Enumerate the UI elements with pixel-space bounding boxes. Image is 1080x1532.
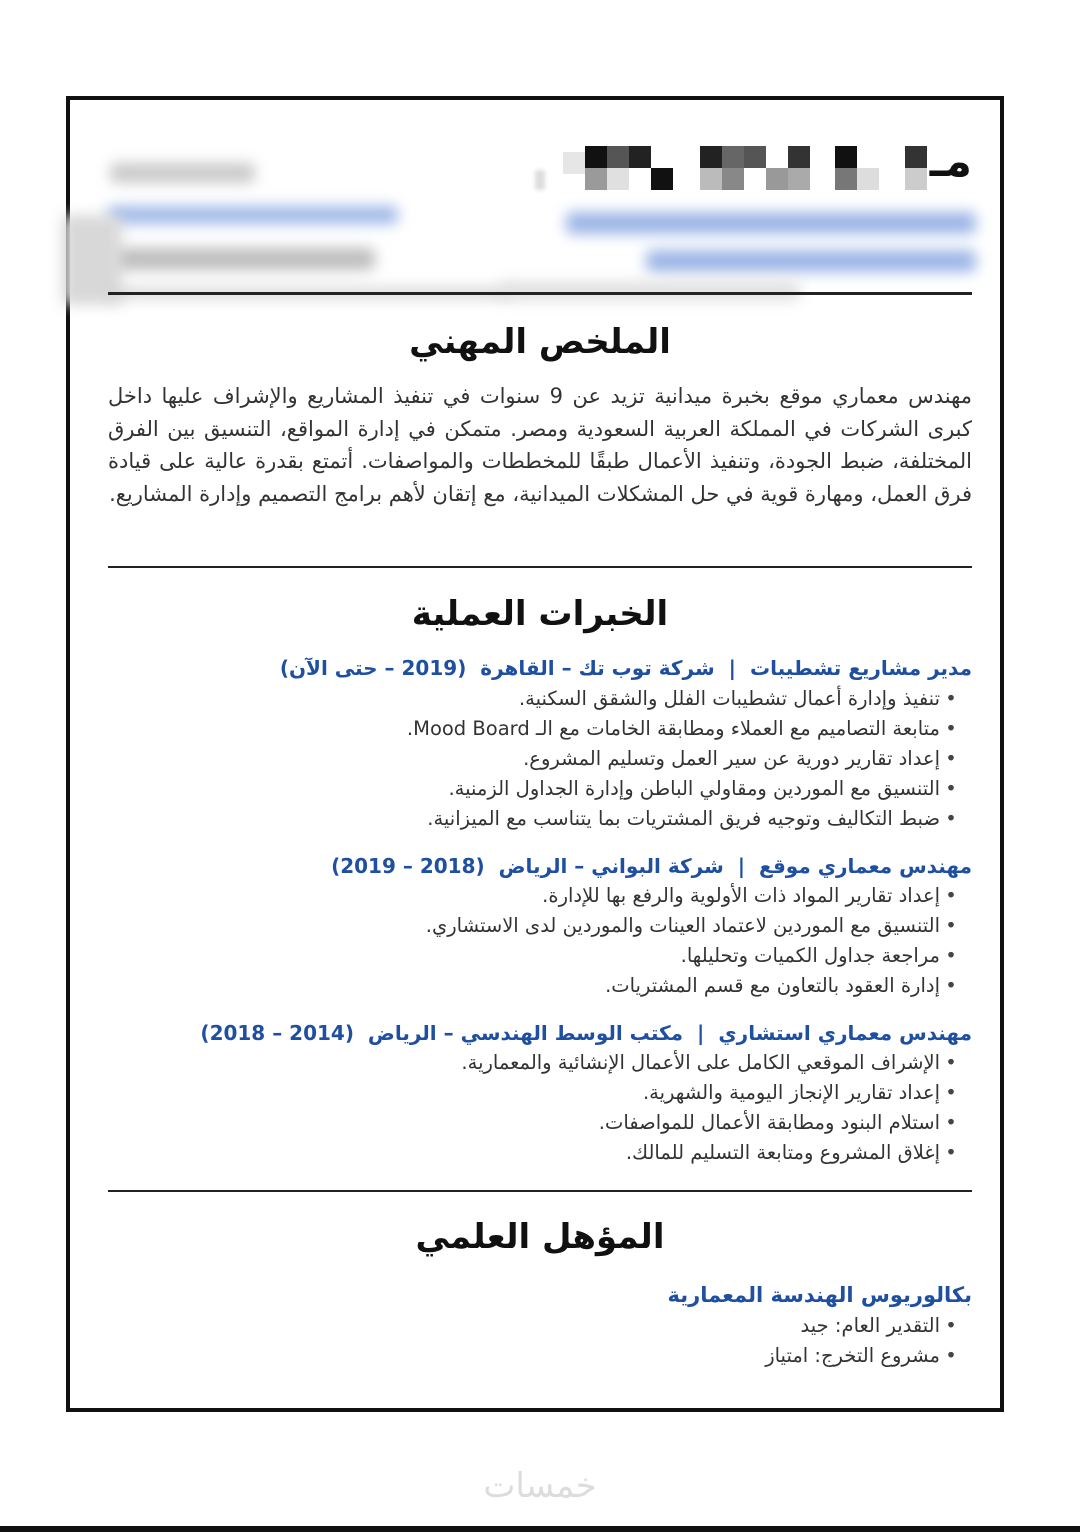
job-2-bullets [122,881,962,1001]
job-3-company: مكتب الوسط الهندسي – الرياض [367,1021,684,1045]
degree-title: بكالوريوس الهندسة المعمارية [667,1283,972,1307]
blurred-job-title-line2 [646,250,976,272]
list-item: •إعداد تقارير دورية عن سير العمل وتسليم المشروع. [523,747,957,770]
pixelated-name [535,140,975,195]
job-1-period: (2019 – حتى الآن) [279,656,467,680]
education-title: المؤهل العلمي [415,1217,665,1257]
job-2-period: (2018 – 2019) [331,854,485,878]
job-1-header [108,656,972,680]
job-2-role: مهندس معماري موقع [759,854,972,878]
name-visible-part: مـ [929,136,972,187]
job-3-period: (2014 – 2018) [200,1021,354,1045]
job-1-role: مدير مشاريع تشطيبات [749,656,972,680]
blurred-job-title [566,212,976,234]
list-item: •استلام البنود ومطابقة الأعمال للمواصفات. [598,1111,957,1134]
job-1-company: شركة توب تك – القاهرة [480,656,715,680]
list-item: •ضبط التكاليف وتوجيه فريق المشتريات بما يتناسب مع الميزانية. [427,807,957,830]
header-divider [108,292,972,295]
summary-text: مهندس معماري موقع بخبرة ميدانية تزيد عن 9 سنوات في تنفيذ المشاريع والإشراف عليها داخل كبرى الشركات في المملكة العربية السعودية ومصر. متمكن في إدارة المواقع، التنسيق بين الفرق المختلفة، ضبط الجودة، وتنفيذ الأعمال طبقًا للمخططات والمواصفات. أتمتع بقدرة عالية على قيادة فرق العمل، ومهارة قوية في حل المشكلات الميدانية، مع إتقان لأهم برامج التصميم وإدارة المشاريع. [108,384,972,506]
summary-divider [108,566,972,568]
job-3-header [108,1021,972,1045]
list-item: •إغلاق المشروع ومتابعة التسليم للمالك. [625,1141,957,1164]
job-2-header [108,854,972,878]
blurred-phone [110,163,255,183]
job-2-company: شركة البواني – الرياض [498,854,724,878]
list-item: •إعداد تقارير المواد ذات الأولوية والرفع بها للإدارة. [542,884,957,907]
job-3-bullets [122,1048,962,1168]
list-item: •إدارة العقود بالتعاون مع قسم المشتريات. [605,974,957,997]
list-item: •التنسيق مع الموردين لاعتماد العينات والموردين لدى الاستشاري. [425,914,957,937]
job-3-role: مهندس معماري استشاري [718,1021,972,1045]
list-item: •تنفيذ وإدارة أعمال تشطيبات الفلل والشقق السكنية. [518,687,957,710]
watermark-logo: خمسات [483,1466,597,1506]
list-item: •مراجعة جداول الكميات وتحليلها. [680,944,957,967]
list-item: •التقدير العام: جيد [800,1314,957,1337]
blurred-email [108,206,398,224]
blurred-location [110,248,375,270]
list-item: •متابعة التصاميم مع العملاء ومطابقة الخامات مع الـ Mood Board. [406,717,957,740]
summary-title: الملخص المهني [409,322,671,362]
education-bullets [122,1311,962,1371]
job-3-separator: | [697,1021,705,1045]
list-item: •مشروع التخرج: امتياز [765,1344,957,1367]
list-item: •إعداد تقارير الإنجاز اليومية والشهرية. [642,1081,957,1104]
list-item: •التنسيق مع الموردين ومقاولي الباطن وإدارة الجداول الزمنية. [448,777,957,800]
job-1-separator: | [728,656,736,680]
bottom-edge [0,1526,1080,1532]
job-1-bullets [122,684,962,834]
experience-divider [108,1190,972,1192]
blurred-smudge-right [500,282,800,300]
job-2-separator: | [737,854,746,878]
list-item: •الإشراف الموقعي الكامل على الأعمال الإنشائية والمعمارية. [461,1051,957,1074]
experience-title: الخبرات العملية [411,594,669,634]
